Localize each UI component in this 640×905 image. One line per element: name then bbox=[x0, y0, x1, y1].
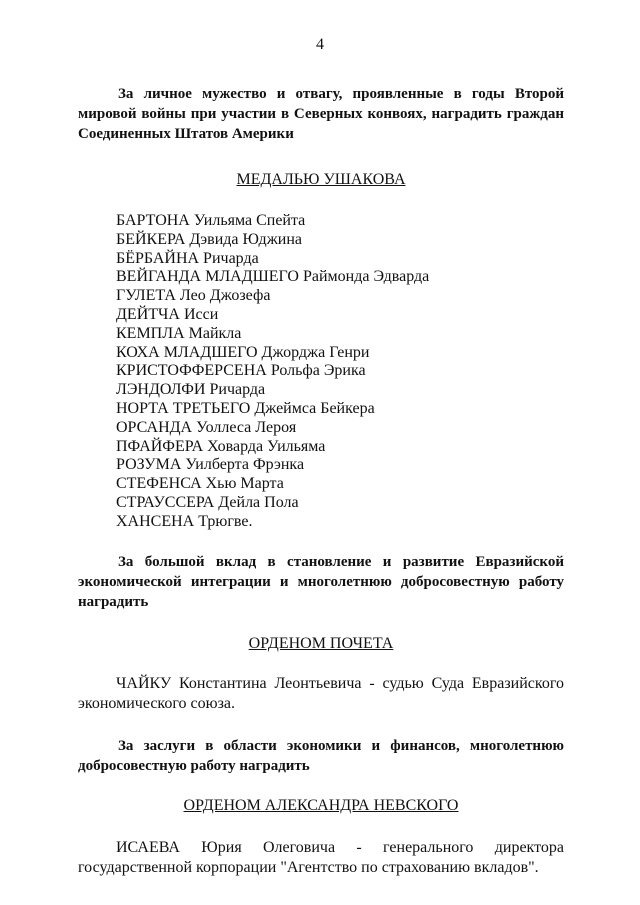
list-item: СТЕФЕНСА Хью Марта bbox=[116, 475, 284, 493]
list-item: ЛЭНДОЛФИ Ричарда bbox=[116, 381, 266, 399]
section3-recipient: ИСАЕВА Юрия Олеговича - генерального директора государственной корпорации "Агентство по страхованию вкладов". bbox=[78, 838, 564, 876]
list-item: ОРСАНДА Уоллеса Лероя bbox=[116, 418, 297, 436]
section3-award-heading: ОРДЕНОМ АЛЕКСАНДРА НЕВСКОГО bbox=[183, 796, 459, 814]
section3-intro: За заслуги в области экономики и финансов, многолетнюю добросовестную работу наградить bbox=[78, 737, 564, 774]
list-item: КРИСТОФФЕРСЕНА Рольфа Эрика bbox=[116, 362, 366, 380]
list-item: ХАНСЕНА Трюгве. bbox=[116, 512, 253, 530]
decree-content bbox=[78, 84, 564, 878]
section2-intro: За большой вклад в становление и развитие Евразийской экономической интеграции и многолетнюю добросовестную работу наградить bbox=[78, 553, 564, 610]
list-item: ДЕЙТЧА Исси bbox=[116, 305, 219, 323]
list-item: НОРТА ТРЕТЬЕГО Джеймса Бейкера bbox=[116, 399, 375, 417]
list-item: КОХА МЛАДШЕГО Джорджа Генри bbox=[116, 343, 370, 361]
list-item: ГУЛЕТА Лео Джозефа bbox=[116, 287, 271, 305]
section2-recipient: ЧАЙКУ Константина Леонтьевича - судью Суда Евразийского экономического союза. bbox=[78, 674, 564, 712]
list-item: ВЕЙГАНДА МЛАДШЕГО Раймонда Эдварда bbox=[116, 268, 430, 286]
list-item: БЕЙКЕРА Дэвида Юджина bbox=[116, 230, 302, 248]
list-item: БАРТОНА Уильяма Спейта bbox=[116, 212, 306, 229]
section1-intro: За личное мужество и отвагу, проявленные в годы Второй мировой войны при участии в Северных конвоях, наградить граждан Соединенных Штатов Америки bbox=[78, 86, 564, 142]
list-item: ПФАЙФЕРА Ховарда Уильяма bbox=[116, 437, 326, 455]
list-item: КЕМПЛА Майкла bbox=[116, 324, 242, 342]
list-item: РОЗУМА Уилберта Фрэнка bbox=[116, 456, 305, 474]
list-item: БЁРБАЙНА Ричарда bbox=[116, 249, 259, 267]
section1-award-heading: МЕДАЛЬЮ УШАКОВА bbox=[236, 171, 406, 188]
list-item: СТРАУССЕРА Дейла Пола bbox=[116, 493, 299, 511]
page-number: 4 bbox=[316, 36, 324, 53]
section1-recipient-list bbox=[78, 212, 564, 532]
section2-award-heading: ОРДЕНОМ ПОЧЕТА bbox=[248, 634, 394, 652]
